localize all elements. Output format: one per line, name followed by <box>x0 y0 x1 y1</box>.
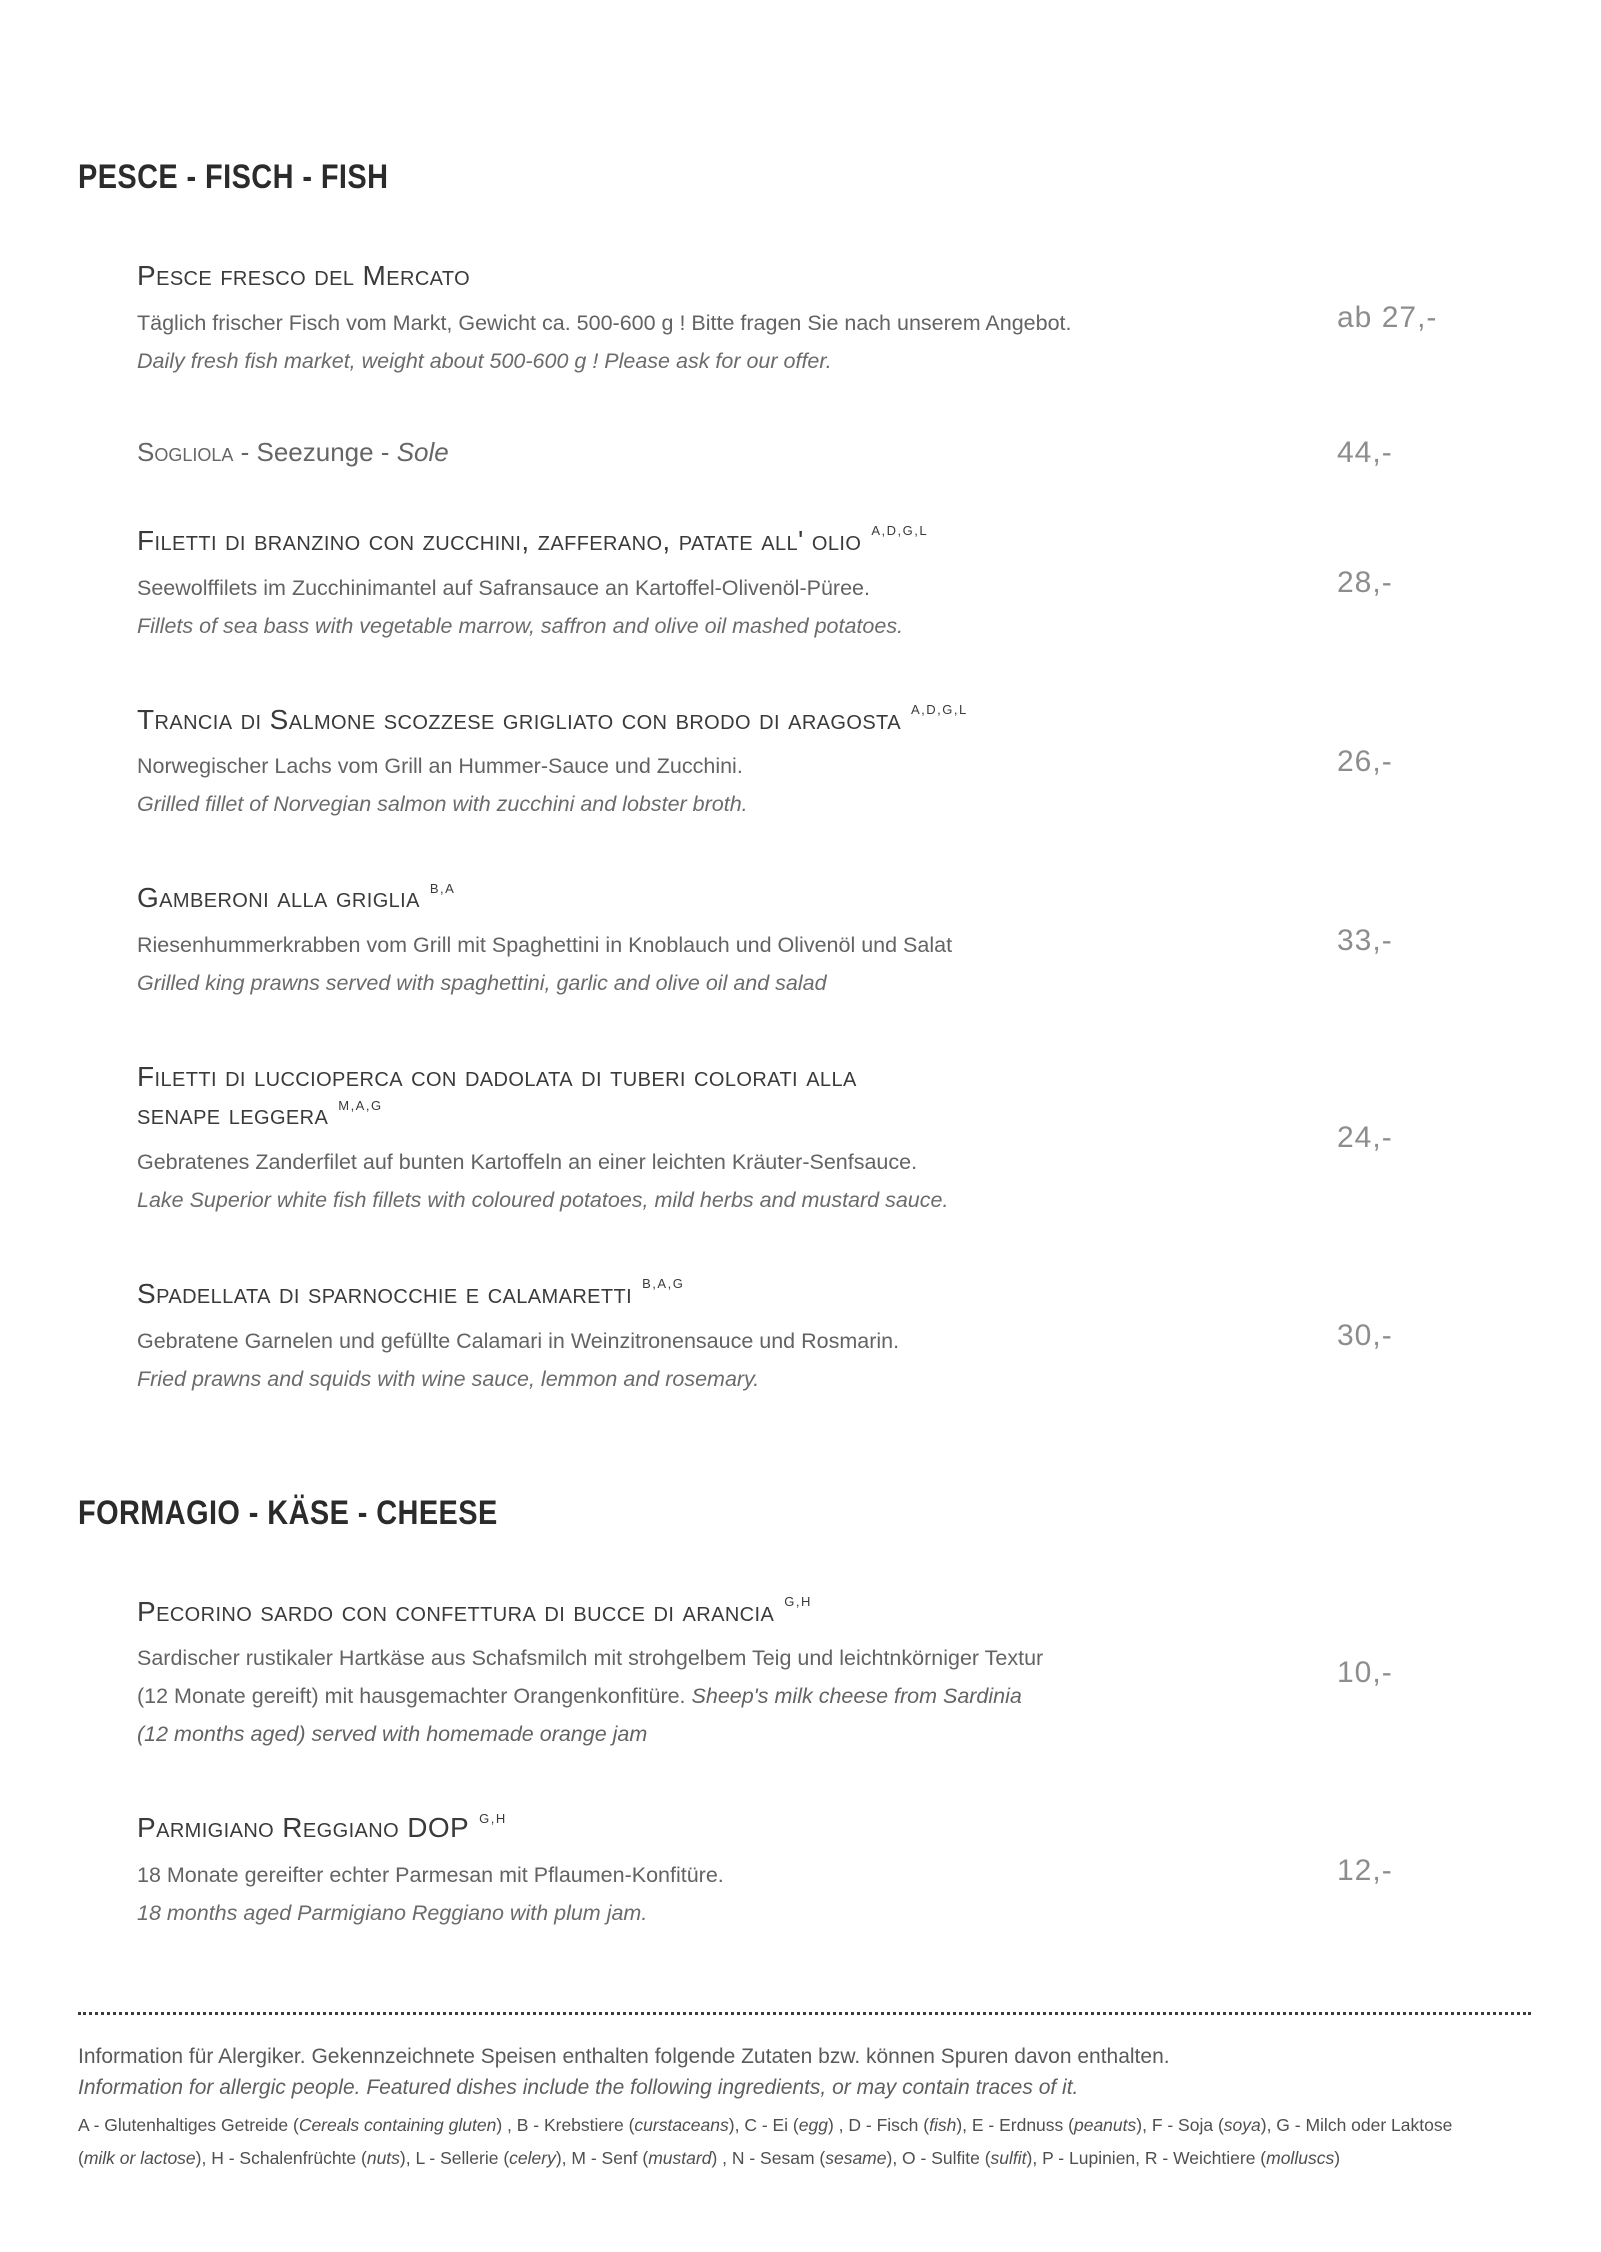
menu-item-gamberoni <box>137 879 1531 1002</box>
item-price: ab 27,- <box>1337 301 1438 335</box>
allergen-note-en: Information for allergic people. Featured dishes include the following ingredients, or may contain traces of it. <box>78 2076 1079 2100</box>
item-desc: Sardischer rustikaler Hartkäse aus Schafsmilch mit strohgelbem Teig und leichtnkörniger Textur (12 Monate gereift) mit hausgemachter Orangenkonfitüre. Sheep's milk cheese from Sardinia (12 months aged) served with homemade orange jam <box>137 1646 1044 1747</box>
menu-item-spadellata <box>137 1275 1531 1398</box>
dotted-divider <box>78 2012 1531 2015</box>
item-body <box>137 437 1337 468</box>
allergen-note-de: Information für Alergiker. Gekennzeichnete Speisen enthalten folgende Zutaten bzw. können Spuren davon enthalten. <box>78 2045 1170 2069</box>
item-allergens: A,D,G,L <box>871 523 929 539</box>
item-desc-en: Lake Superior white fish fillets with coloured potatoes, mild herbs and mustard sauce. <box>137 1187 949 1212</box>
menu-item-salmone <box>137 701 1531 824</box>
item-desc-de: Norwegischer Lachs vom Grill an Hummer-Sauce und Zucchini. <box>137 754 743 779</box>
item-desc-en: 18 months aged Parmigiano Reggiano with plum jam. <box>137 1901 648 1926</box>
item-price: 33,- <box>1337 923 1393 957</box>
allergen-legend-line2: (milk or lactose), H - Schalenfrüchte (nuts), L - Sellerie (celery), M - Senf (mustard) , N - Sesam (sesame), O - Sulfite (sulfit), P - Lupinien, R - Weichtiere (molluscs) <box>78 2148 1341 2169</box>
item-desc-en: Grilled fillet of Norvegian salmon with zucchini and lobster broth. <box>137 792 748 817</box>
item-body <box>137 1058 1337 1219</box>
item-title <box>137 522 1337 560</box>
item-desc-de: Seewolffilets im Zucchinimantel auf Safransauce an Kartoffel-Olivenöl-Püree. <box>137 575 870 600</box>
item-title-text: Gamberoni alla griglia <box>137 882 420 914</box>
item-title <box>137 1593 1337 1631</box>
item-title-text: Trancia di Salmone scozzese grigliato con brodo di aragosta <box>137 703 901 735</box>
item-price: 28,- <box>1337 566 1393 600</box>
item-body <box>137 1809 1337 1932</box>
item-allergens: G,H <box>784 1594 812 1610</box>
menu-item-pesce-fresco <box>137 257 1531 380</box>
item-desc-de: 18 Monate gereifter echter Parmesan mit Pflaumen-Konfitüre. <box>137 1863 724 1888</box>
item-body <box>137 522 1337 645</box>
item-title <box>137 257 1337 295</box>
item-allergens: B,A,G <box>642 1276 685 1292</box>
item-title-text: Pecorino sardo con confettura di bucce di arancia <box>137 1595 775 1627</box>
item-desc-de: Täglich frischer Fisch vom Markt, Gewicht ca. 500-600 g ! Bitte fragen Sie nach unserem Angebot. <box>137 310 1072 335</box>
menu-item-pecorino <box>137 1593 1531 1754</box>
item-price: 12,- <box>1337 1853 1393 1887</box>
item-allergens: B,A <box>429 881 456 897</box>
item-title <box>137 879 1337 917</box>
item-allergens: G,H <box>479 1811 507 1827</box>
item-price: 26,- <box>1337 744 1393 778</box>
menu-item-sogliola <box>137 436 1531 470</box>
item-desc-de: Riesenhummerkrabben vom Grill mit Spaghettini in Knoblauch und Olivenöl und Salat <box>137 933 953 958</box>
item-price: 44,- <box>1337 435 1393 469</box>
section-title-formagio: FORMAGIO - KÄSE - CHEESE <box>78 1493 498 1532</box>
item-title: Sogliola - Seezunge - Sole <box>137 437 449 468</box>
menu-page <box>78 158 1531 2175</box>
item-allergens: M,A,G <box>338 1097 383 1113</box>
item-desc-en: Fried prawns and squids with wine sauce, lemmon and rosemary. <box>137 1366 760 1391</box>
item-title-text: Parmigiano Reggiano DOP <box>137 1812 470 1844</box>
item-body <box>137 1593 1337 1754</box>
menu-item-luccioperca <box>137 1058 1531 1219</box>
item-body <box>137 701 1337 824</box>
item-title-text: Filetti di branzino con zucchini, zafferano, patate all' olio <box>137 524 862 556</box>
item-title <box>137 1809 1337 1847</box>
menu-item-branzino <box>137 522 1531 645</box>
section-title-pesce: PESCE - FISCH - FISH <box>78 158 389 196</box>
item-price: 10,- <box>1337 1655 1393 1689</box>
item-title-text: Spadellata di sparnocchie e calamaretti <box>137 1277 633 1309</box>
item-desc-en: Grilled king prawns served with spaghettini, garlic and olive oil and salad <box>137 971 827 996</box>
item-desc-de: Gebratene Garnelen und gefüllte Calamari in Weinzitronensauce und Rosmarin. <box>137 1328 900 1353</box>
item-price: 30,- <box>1337 1319 1393 1353</box>
menu-item-parmigiano <box>137 1809 1531 1932</box>
section-formagio-items <box>137 1593 1531 1933</box>
allergen-legend-line1: A - Glutenhaltiges Getreide (Cereals containing gluten) , B - Krebstiere (curstaceans), C - Ei (egg) , D - Fisch (fish), E - Erdnuss (peanuts), F - Soja (soya), G - Milch oder Laktose <box>78 2115 1453 2136</box>
item-title-text: Filetti di luccioperca con dadolata di tuberi colorati alla senape leggera <box>137 1061 857 1130</box>
item-body <box>137 257 1337 380</box>
item-title <box>137 1275 1337 1313</box>
item-price: 24,- <box>1337 1121 1393 1155</box>
item-desc-en: Fillets of sea bass with vegetable marrow, saffron and olive oil mashed potatoes. <box>137 613 904 638</box>
allergen-info <box>78 2041 1531 2175</box>
item-title <box>137 701 1337 739</box>
item-desc-de: Gebratenes Zanderfilet auf bunten Kartoffeln an einer leichten Kräuter-Senfsauce. <box>137 1149 918 1174</box>
item-body <box>137 1275 1337 1398</box>
item-allergens: A,D,G,L <box>910 702 968 718</box>
item-body <box>137 879 1337 1002</box>
section-pesce-items <box>137 257 1531 1398</box>
item-desc-en: Daily fresh fish market, weight about 500-600 g ! Please ask for our offer. <box>137 348 832 373</box>
item-title <box>137 1058 1337 1134</box>
item-title-text: Pesce fresco del Mercato <box>137 260 471 291</box>
